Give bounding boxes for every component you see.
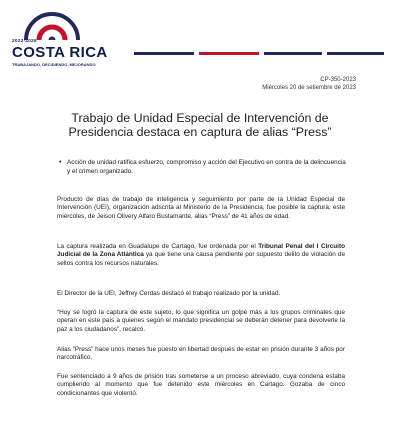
- paragraph-1: Producto de días de trabajo de inteligencia y seguimiento por parte de la Unidad Especial de Intervención (UEI), organización adscrita al Ministerio de la Presidencia, fue posible la captura, este miércoles, de Jeison Olivery Alfaro Bustamante, alias “Press” de 41 años de edad.: [57, 196, 345, 220]
- stripe-navy-2: [264, 52, 322, 55]
- paragraph-2-court: Tribunal Penal del I Circuito Judicial de la Zona Atlántica: [57, 243, 345, 259]
- bullet-icon: •: [59, 159, 62, 166]
- paragraph-4: “Hoy se logró la captura de este sujeto, lo que significa un golpe más a los grupos criminales que operan en este país a quienes según el mandato presidencial se deberán detener para devolverle la paz a los ciudadanos”, recalcó.: [57, 309, 345, 333]
- logo-name: COSTA RICA: [12, 44, 108, 61]
- stripe-navy-1: [134, 52, 194, 55]
- document-code: CP-350-2023: [320, 77, 356, 83]
- stripe-red: [199, 52, 259, 55]
- letterhead: [0, 0, 400, 72]
- paragraph-3: El Director de la UEI, Jeffrey Cerdas destacó el trabajo realizado por la unidad.: [57, 290, 281, 297]
- stripe-navy-3: [327, 52, 384, 55]
- paragraph-2-text-a: La captura realizada en Guadalupe de Cartago, fue ordenada por el: [57, 243, 259, 250]
- page-title: Trabajo de Unidad Especial de Intervención de Presidencia destaca en captura de alias “Press”: [68, 111, 332, 139]
- logo-years: 2022-2026: [12, 39, 37, 44]
- document-meta: [262, 76, 356, 92]
- paragraph-2-text-b: ya que tiene una causa pendiente por supuesto delito de violación de sellos contra los recursos naturales.: [57, 251, 346, 267]
- flag-arcs-icon: [12, 12, 112, 42]
- paragraph-5: Alias “Press” hace unos meses fue puesto en libertad después de estar en prisión durante 3 años por narcotráfico.: [57, 346, 345, 362]
- summary-bullet: [59, 159, 349, 176]
- logo-tagline: TRABAJANDO, DECIDIENDO, MEJORANDO: [12, 62, 96, 67]
- document-date: Miércoles 20 de setiembre de 2023: [262, 85, 356, 91]
- paragraph-6: Fue sentenciado a 9 años de prisión tras someterse a un proceso abreviado, cuya condena estaba cumpliendo al momento que fue detenido este miércoles en Cartago. Gozaba de cinco condicionantes que violentó.: [57, 373, 345, 397]
- bullet-text: Acción de unidad ratifica esfuerzo, compromiso y acción del Ejecutivo en contra de la delincuencia y el crimen organizado.: [67, 159, 346, 175]
- government-logo: [12, 12, 112, 67]
- header-stripes: [134, 52, 384, 56]
- paragraph-2: [57, 243, 345, 268]
